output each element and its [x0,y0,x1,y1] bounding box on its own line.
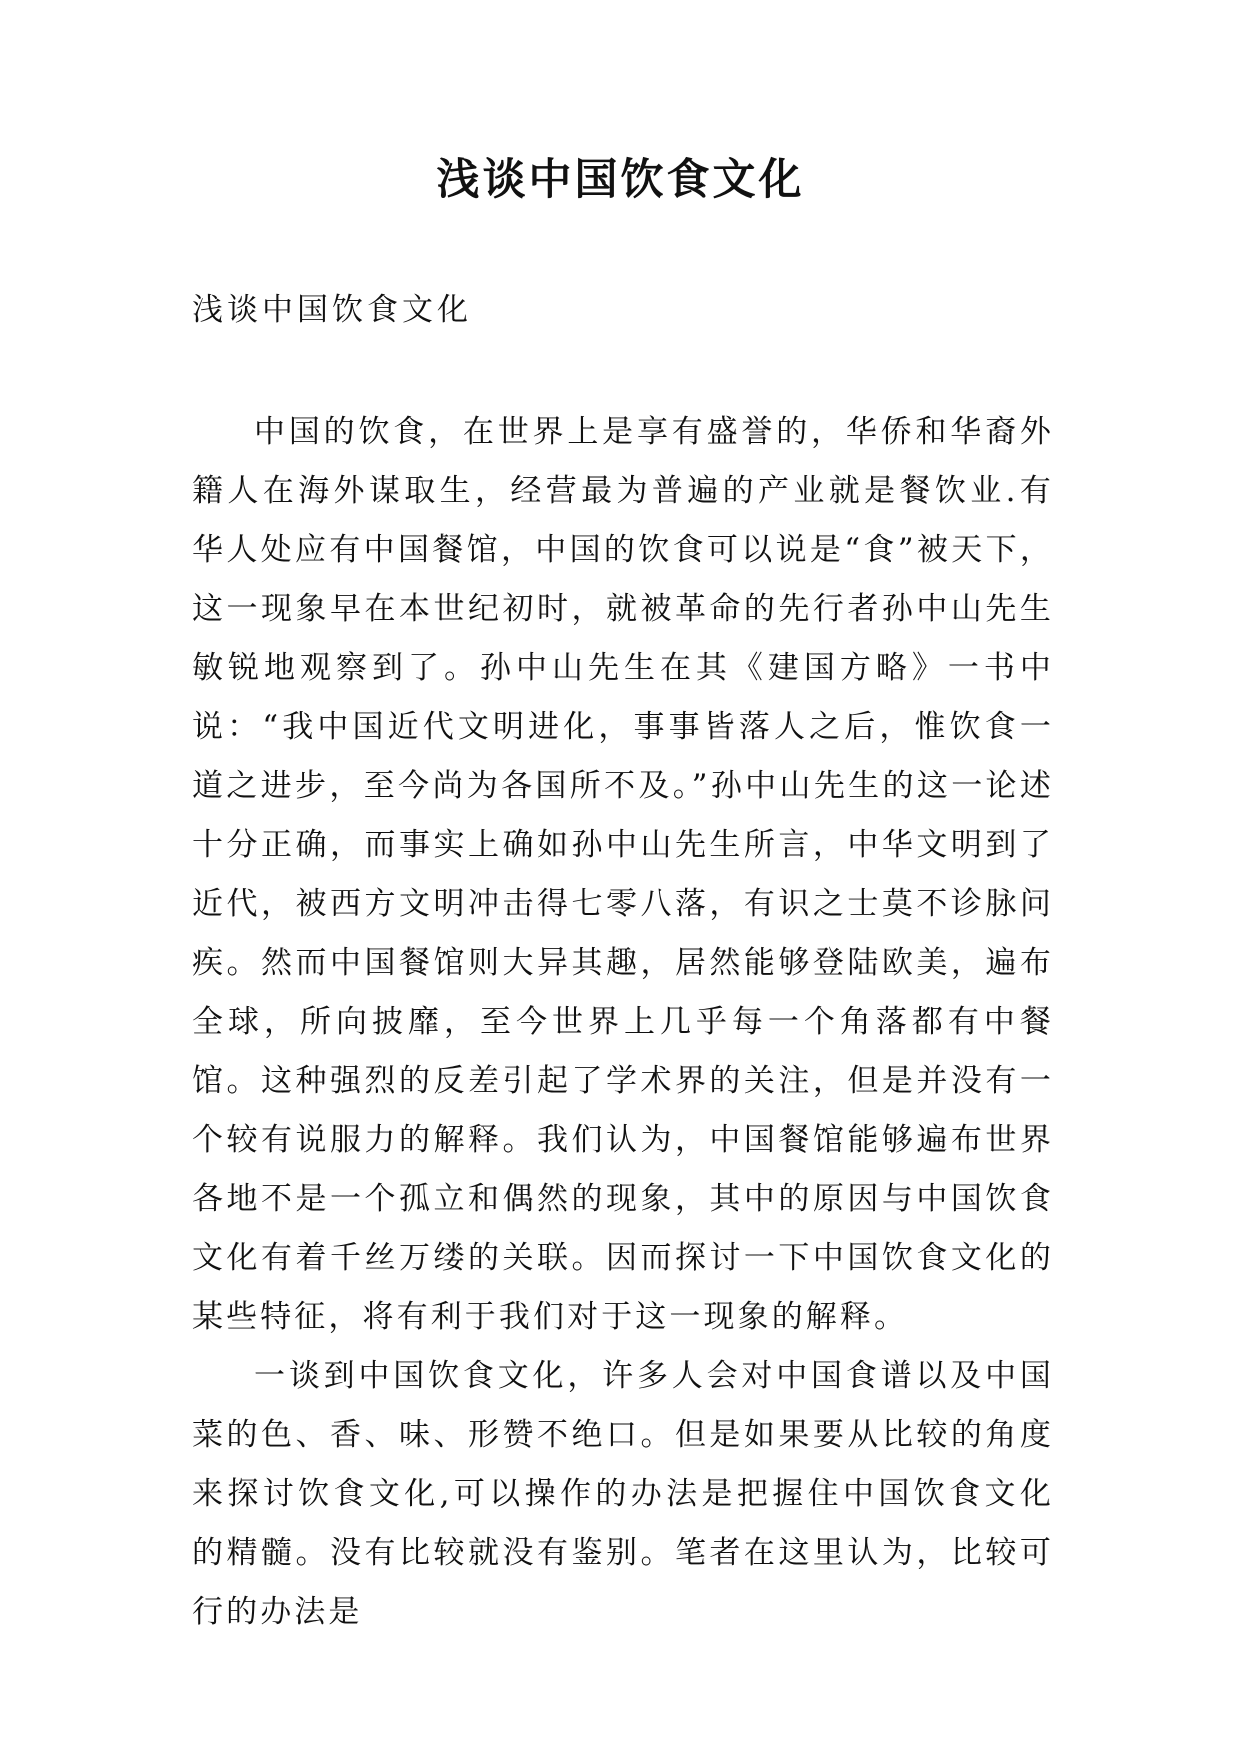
document-subtitle: 浅谈中国饮食文化 [192,292,472,328]
body-paragraph-2: 一谈到中国饮食文化，许多人会对中国食谱以及中国菜的色、香、味、形赞不绝口。但是如果要从比较的角度来探讨饮食文化,可以操作的办法是把握住中国饮食文化的精髓。没有比较就没有鉴别。笔者在这里认为，比较可行的办法是 [192,1358,1054,1630]
document-body [192,403,1054,1642]
body-paragraph-1: 中国的饮食，在世界上是享有盛誉的，华侨和华裔外籍人在海外谋取生，经营最为普遍的产业就是餐饮业.有华人处应有中国餐馆，中国的饮食可以说是“食”被天下，这一现象早在本世纪初时，就被革命的先行者孙中山先生敏锐地观察到了。孙中山先生在其《建国方略》一书中说：“我中国近代文明进化，事事皆落人之后，惟饮食一道之进步，至今尚为各国所不及。”孙中山先生的这一论述十分正确，而事实上确如孙中山先生所言，中华文明到了近代，被西方文明冲击得七零八落，有识之士莫不诊脉问疾。然而中国餐馆则大异其趣，居然能够登陆欧美，遍布全球，所向披靡，至今世界上几乎每一个角落都有中餐馆。这种强烈的反差引起了学术界的关注，但是并没有一个较有说服力的解释。我们认为，中国餐馆能够遍布世界各地不是一个孤立和偶然的现象，其中的原因与中国饮食文化有着千丝万缕的关联。因而探讨一下中国饮食文化的某些特征，将有利于我们对于这一现象的解释。 [192,414,1054,1335]
document-title: 浅谈中国饮食文化 [436,155,805,205]
